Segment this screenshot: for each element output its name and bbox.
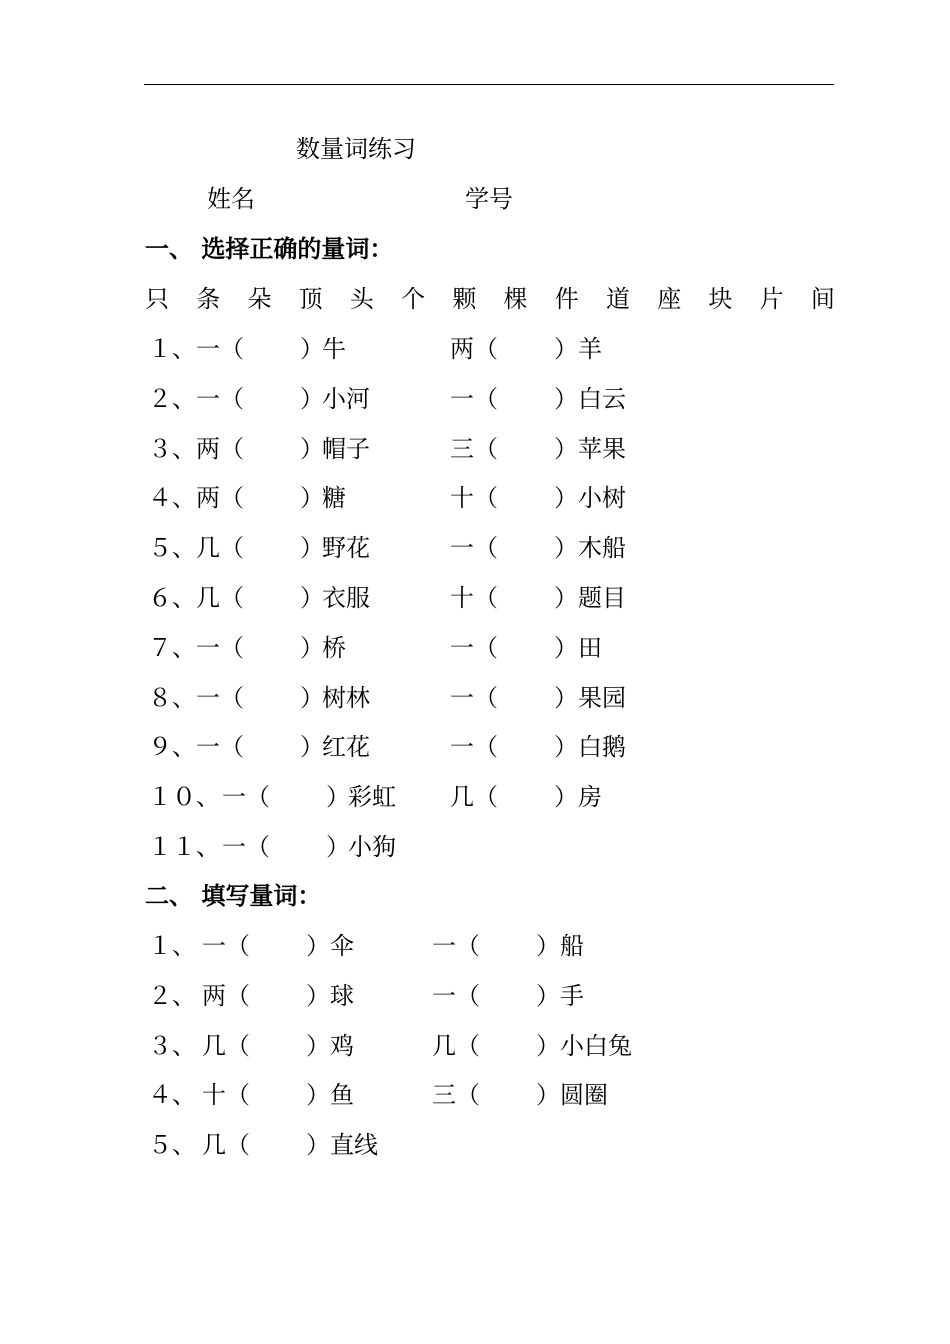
right-measure-prefix: 十（: [450, 484, 498, 513]
word-bank-item: 头: [349, 285, 374, 313]
exercise-row: [0, 384, 950, 414]
left-measure-prefix: 几（: [196, 534, 244, 563]
left-noun: 糖: [322, 484, 346, 513]
left-measure-prefix: 一（: [196, 335, 244, 363]
right-measure-prefix: 一（: [450, 733, 498, 762]
right-measure-prefix: 两（: [450, 335, 498, 363]
left-blank-close: ）: [300, 434, 324, 463]
exercise-row: [0, 832, 950, 862]
left-blank-close: ）: [300, 733, 324, 762]
exercise-row: [0, 483, 950, 513]
right-noun: 小树: [578, 484, 626, 513]
exercise-row: [0, 1080, 950, 1110]
right-measure-prefix: 一（: [450, 633, 498, 662]
right-blank-close: ）: [536, 932, 560, 960]
right-noun: 白鹅: [578, 733, 626, 762]
left-noun: 帽子: [322, 434, 370, 463]
left-measure-prefix: 十（: [202, 1081, 250, 1110]
left-noun: 小狗: [348, 833, 396, 861]
right-measure-prefix: 十（: [450, 584, 498, 612]
left-noun: 鸡: [330, 1031, 354, 1060]
page-title: 数量词练习: [296, 135, 416, 163]
exercise-number: ９、: [148, 733, 196, 762]
right-blank-close: ）: [554, 683, 578, 712]
word-bank-item: 棵: [503, 285, 528, 313]
left-blank-close: ）: [300, 584, 324, 612]
left-measure-prefix: 两（: [196, 484, 244, 513]
right-measure-prefix: 一（: [450, 683, 498, 712]
exercise-number: ４、: [148, 1081, 196, 1110]
right-measure-prefix: 三（: [450, 434, 498, 463]
left-blank-close: ）: [300, 534, 324, 563]
word-bank-item: 条: [196, 285, 221, 313]
left-blank-close: ）: [300, 484, 324, 513]
left-noun: 树林: [322, 683, 370, 712]
right-blank-close: ）: [554, 584, 578, 612]
left-blank-close: ）: [326, 833, 350, 861]
left-noun: 牛: [322, 335, 346, 363]
right-noun: 苹果: [578, 434, 626, 463]
right-noun: 白云: [578, 384, 626, 413]
exercise-number: ４、: [148, 484, 196, 513]
word-bank-item: 颗: [452, 285, 477, 313]
exercise-row: [0, 782, 950, 812]
left-noun: 直线: [330, 1131, 378, 1160]
left-measure-prefix: 一（: [196, 633, 244, 662]
left-blank-close: ）: [306, 1081, 330, 1110]
word-bank-item: 朵: [247, 285, 272, 313]
left-blank-close: ）: [306, 932, 330, 960]
left-blank-close: ）: [300, 335, 324, 363]
left-blank-close: ）: [306, 1031, 330, 1060]
word-bank-item: 件: [554, 285, 579, 313]
student-name-label: 姓名: [207, 185, 255, 213]
exercise-number: １１、: [148, 833, 220, 861]
left-measure-prefix: 两（: [196, 434, 244, 463]
left-measure-prefix: 几（: [202, 1031, 250, 1060]
right-measure-prefix: 一（: [432, 932, 480, 960]
right-noun: 船: [560, 932, 584, 960]
exercise-number: １０、: [148, 783, 220, 812]
word-bank-item: 块: [708, 285, 733, 313]
right-blank-close: ）: [536, 1081, 560, 1110]
right-measure-prefix: 一（: [450, 534, 498, 563]
word-bank-item: 座: [657, 285, 682, 313]
exercise-row: [0, 334, 950, 364]
right-blank-close: ）: [554, 434, 578, 463]
left-noun: 球: [330, 981, 354, 1010]
exercise-row: [0, 981, 950, 1011]
student-id-label: 学号: [465, 185, 513, 213]
right-blank-close: ）: [554, 384, 578, 413]
right-measure-prefix: 几（: [432, 1031, 480, 1060]
left-measure-prefix: 几（: [196, 584, 244, 612]
exercise-number: ３、: [148, 434, 196, 463]
word-bank: [145, 284, 835, 314]
exercise-row: [0, 633, 950, 663]
left-measure-prefix: 一（: [196, 733, 244, 762]
exercise-row: [0, 1130, 950, 1160]
left-noun: 彩虹: [348, 783, 396, 812]
right-blank-close: ）: [536, 981, 560, 1010]
word-bank-item: 道: [605, 285, 630, 313]
left-noun: 桥: [322, 633, 346, 662]
exercise-row: [0, 1031, 950, 1061]
section1-heading: 一、 选择正确的量词：: [145, 234, 394, 263]
word-bank-item: 只: [145, 285, 169, 313]
word-bank-item: 间: [810, 285, 835, 313]
right-measure-prefix: 三（: [432, 1081, 480, 1110]
right-blank-close: ）: [554, 335, 578, 363]
exercise-number: １、: [148, 335, 196, 363]
left-blank-close: ）: [300, 683, 324, 712]
word-bank-item: 个: [401, 285, 426, 313]
left-noun: 伞: [330, 932, 354, 960]
left-blank-close: ）: [306, 1131, 330, 1160]
left-blank-close: ）: [326, 783, 350, 812]
left-blank-close: ）: [300, 384, 324, 413]
right-blank-close: ）: [554, 783, 578, 812]
exercise-number: １、: [148, 932, 196, 960]
exercise-row: [0, 931, 950, 961]
exercise-row: [0, 533, 950, 563]
section2-heading: 二、 填写量词：: [145, 881, 322, 910]
exercise-row: [0, 732, 950, 762]
exercise-number: ２、: [148, 981, 196, 1010]
left-measure-prefix: 一（: [222, 833, 270, 861]
right-noun: 题目: [578, 584, 626, 612]
word-bank-item: 顶: [298, 285, 323, 313]
exercise-number: ５、: [148, 534, 196, 563]
header-rule: [144, 84, 834, 85]
exercise-row: [0, 683, 950, 713]
left-noun: 小河: [322, 384, 370, 413]
left-measure-prefix: 两（: [202, 981, 250, 1010]
right-measure-prefix: 几（: [450, 783, 498, 812]
right-blank-close: ）: [554, 633, 578, 662]
right-noun: 羊: [578, 335, 602, 363]
word-bank-item: 片: [759, 285, 784, 313]
left-noun: 鱼: [330, 1081, 354, 1110]
right-blank-close: ）: [554, 733, 578, 762]
right-blank-close: ）: [554, 484, 578, 513]
left-measure-prefix: 几（: [202, 1131, 250, 1160]
exercise-number: ６、: [148, 584, 196, 612]
exercise-number: ７、: [148, 633, 196, 662]
right-blank-close: ）: [554, 534, 578, 563]
exercise-number: ３、: [148, 1031, 196, 1060]
right-noun: 房: [578, 783, 602, 812]
right-noun: 果园: [578, 683, 626, 712]
right-noun: 圆圈: [560, 1081, 608, 1110]
right-noun: 田: [578, 633, 602, 662]
left-measure-prefix: 一（: [196, 384, 244, 413]
left-noun: 野花: [322, 534, 370, 563]
exercise-row: [0, 583, 950, 613]
right-measure-prefix: 一（: [432, 981, 480, 1010]
left-noun: 红花: [322, 733, 370, 762]
left-blank-close: ）: [300, 633, 324, 662]
left-noun: 衣服: [322, 584, 370, 612]
right-noun: 小白兔: [560, 1031, 632, 1060]
exercise-number: ２、: [148, 384, 196, 413]
right-measure-prefix: 一（: [450, 384, 498, 413]
right-blank-close: ）: [536, 1031, 560, 1060]
exercise-number: ５、: [148, 1131, 196, 1160]
right-noun: 木船: [578, 534, 626, 563]
left-measure-prefix: 一（: [196, 683, 244, 712]
exercise-number: ８、: [148, 683, 196, 712]
left-blank-close: ）: [306, 981, 330, 1010]
left-measure-prefix: 一（: [222, 783, 270, 812]
right-noun: 手: [560, 981, 584, 1010]
left-measure-prefix: 一（: [202, 932, 250, 960]
exercise-row: [0, 434, 950, 464]
